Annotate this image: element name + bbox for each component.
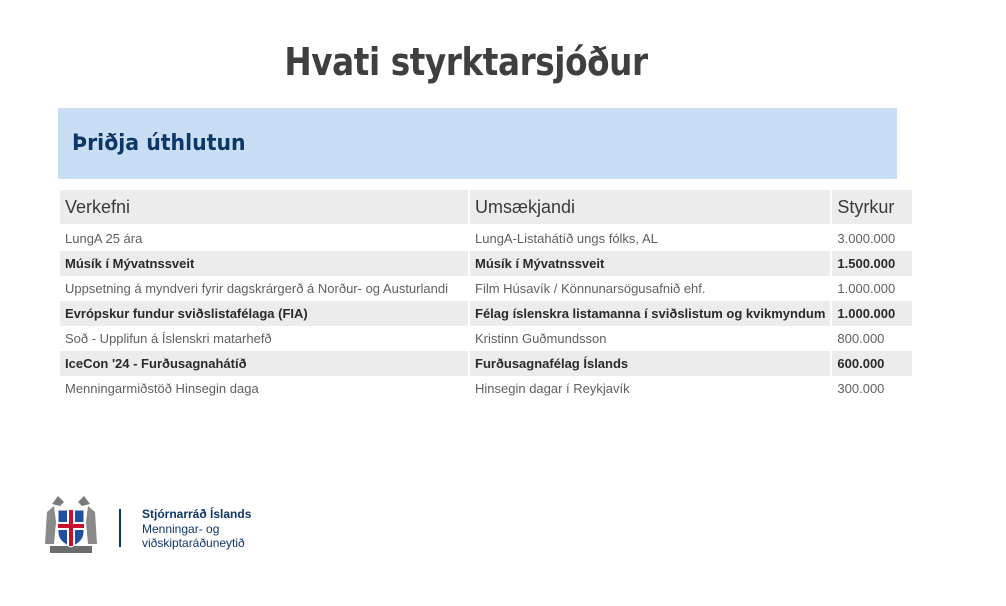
cell-grant: 800.000 [837, 331, 885, 346]
table-row [60, 301, 912, 326]
cell-grant: 1.000.000 [837, 281, 896, 296]
table-row [60, 251, 912, 276]
column-header-grant: Styrkur [832, 190, 912, 226]
cell-grant: 1.500.000 [832, 251, 912, 276]
table-row [60, 226, 912, 251]
cell-project: Menningarmiðstöð Hinsegin daga [65, 381, 259, 396]
org-name: Stjórnarráð Íslands [142, 507, 252, 521]
table-row [60, 376, 912, 401]
section-title: Þriðja úthlutun [72, 131, 246, 156]
cell-applicant: Furðusagnafélag Íslands [470, 351, 830, 376]
table-row [60, 326, 912, 351]
cell-project: LungA 25 ára [65, 231, 143, 246]
cell-applicant: Músík í Mývatnssveit [470, 251, 830, 276]
cell-applicant: LungA-Listahátíð ungs fólks, AL [475, 231, 658, 246]
cell-applicant: Kristinn Guðmundsson [475, 331, 607, 346]
ministry-name: Menningar- og viðskiptaráðuneytið [142, 522, 245, 550]
cell-grant: 300.000 [837, 381, 885, 396]
cell-project: Músík í Mývatnssveit [60, 251, 468, 276]
page-title: Hvati styrktarsjóður [284, 40, 648, 84]
cell-project: IceCon '24 - Furðusagnahátíð [60, 351, 468, 376]
cell-project: Uppsetning á myndveri fyrir dagskrárgerð á Norður- og Austurlandi [65, 281, 448, 296]
cell-applicant: Félag íslenskra listamanna í sviðslistum og kvikmyndum [470, 301, 830, 326]
column-header-applicant: Umsækjandi [470, 190, 830, 226]
coat-of-arms-icon [42, 492, 100, 556]
table-row [60, 351, 912, 376]
cell-grant: 600.000 [832, 351, 912, 376]
cell-applicant: Film Húsavík / Könnunarsögusafnið ehf. [475, 281, 706, 296]
grants-table [58, 190, 914, 401]
section-header [58, 108, 897, 179]
footer-logo [42, 492, 302, 558]
table-header-row [60, 190, 912, 226]
table-row [60, 276, 912, 301]
cell-project: Evrópskur fundur sviðslistafélaga (FIA) [60, 301, 468, 326]
cell-grant: 1.000.000 [832, 301, 912, 326]
column-header-project: Verkefni [60, 190, 468, 226]
footer-divider [119, 509, 121, 547]
cell-grant: 3.000.000 [837, 231, 896, 246]
cell-applicant: Hinsegin dagar í Reykjavík [475, 381, 630, 396]
cell-project: Soð - Upplifun á Íslenskri matarhefð [65, 331, 272, 346]
